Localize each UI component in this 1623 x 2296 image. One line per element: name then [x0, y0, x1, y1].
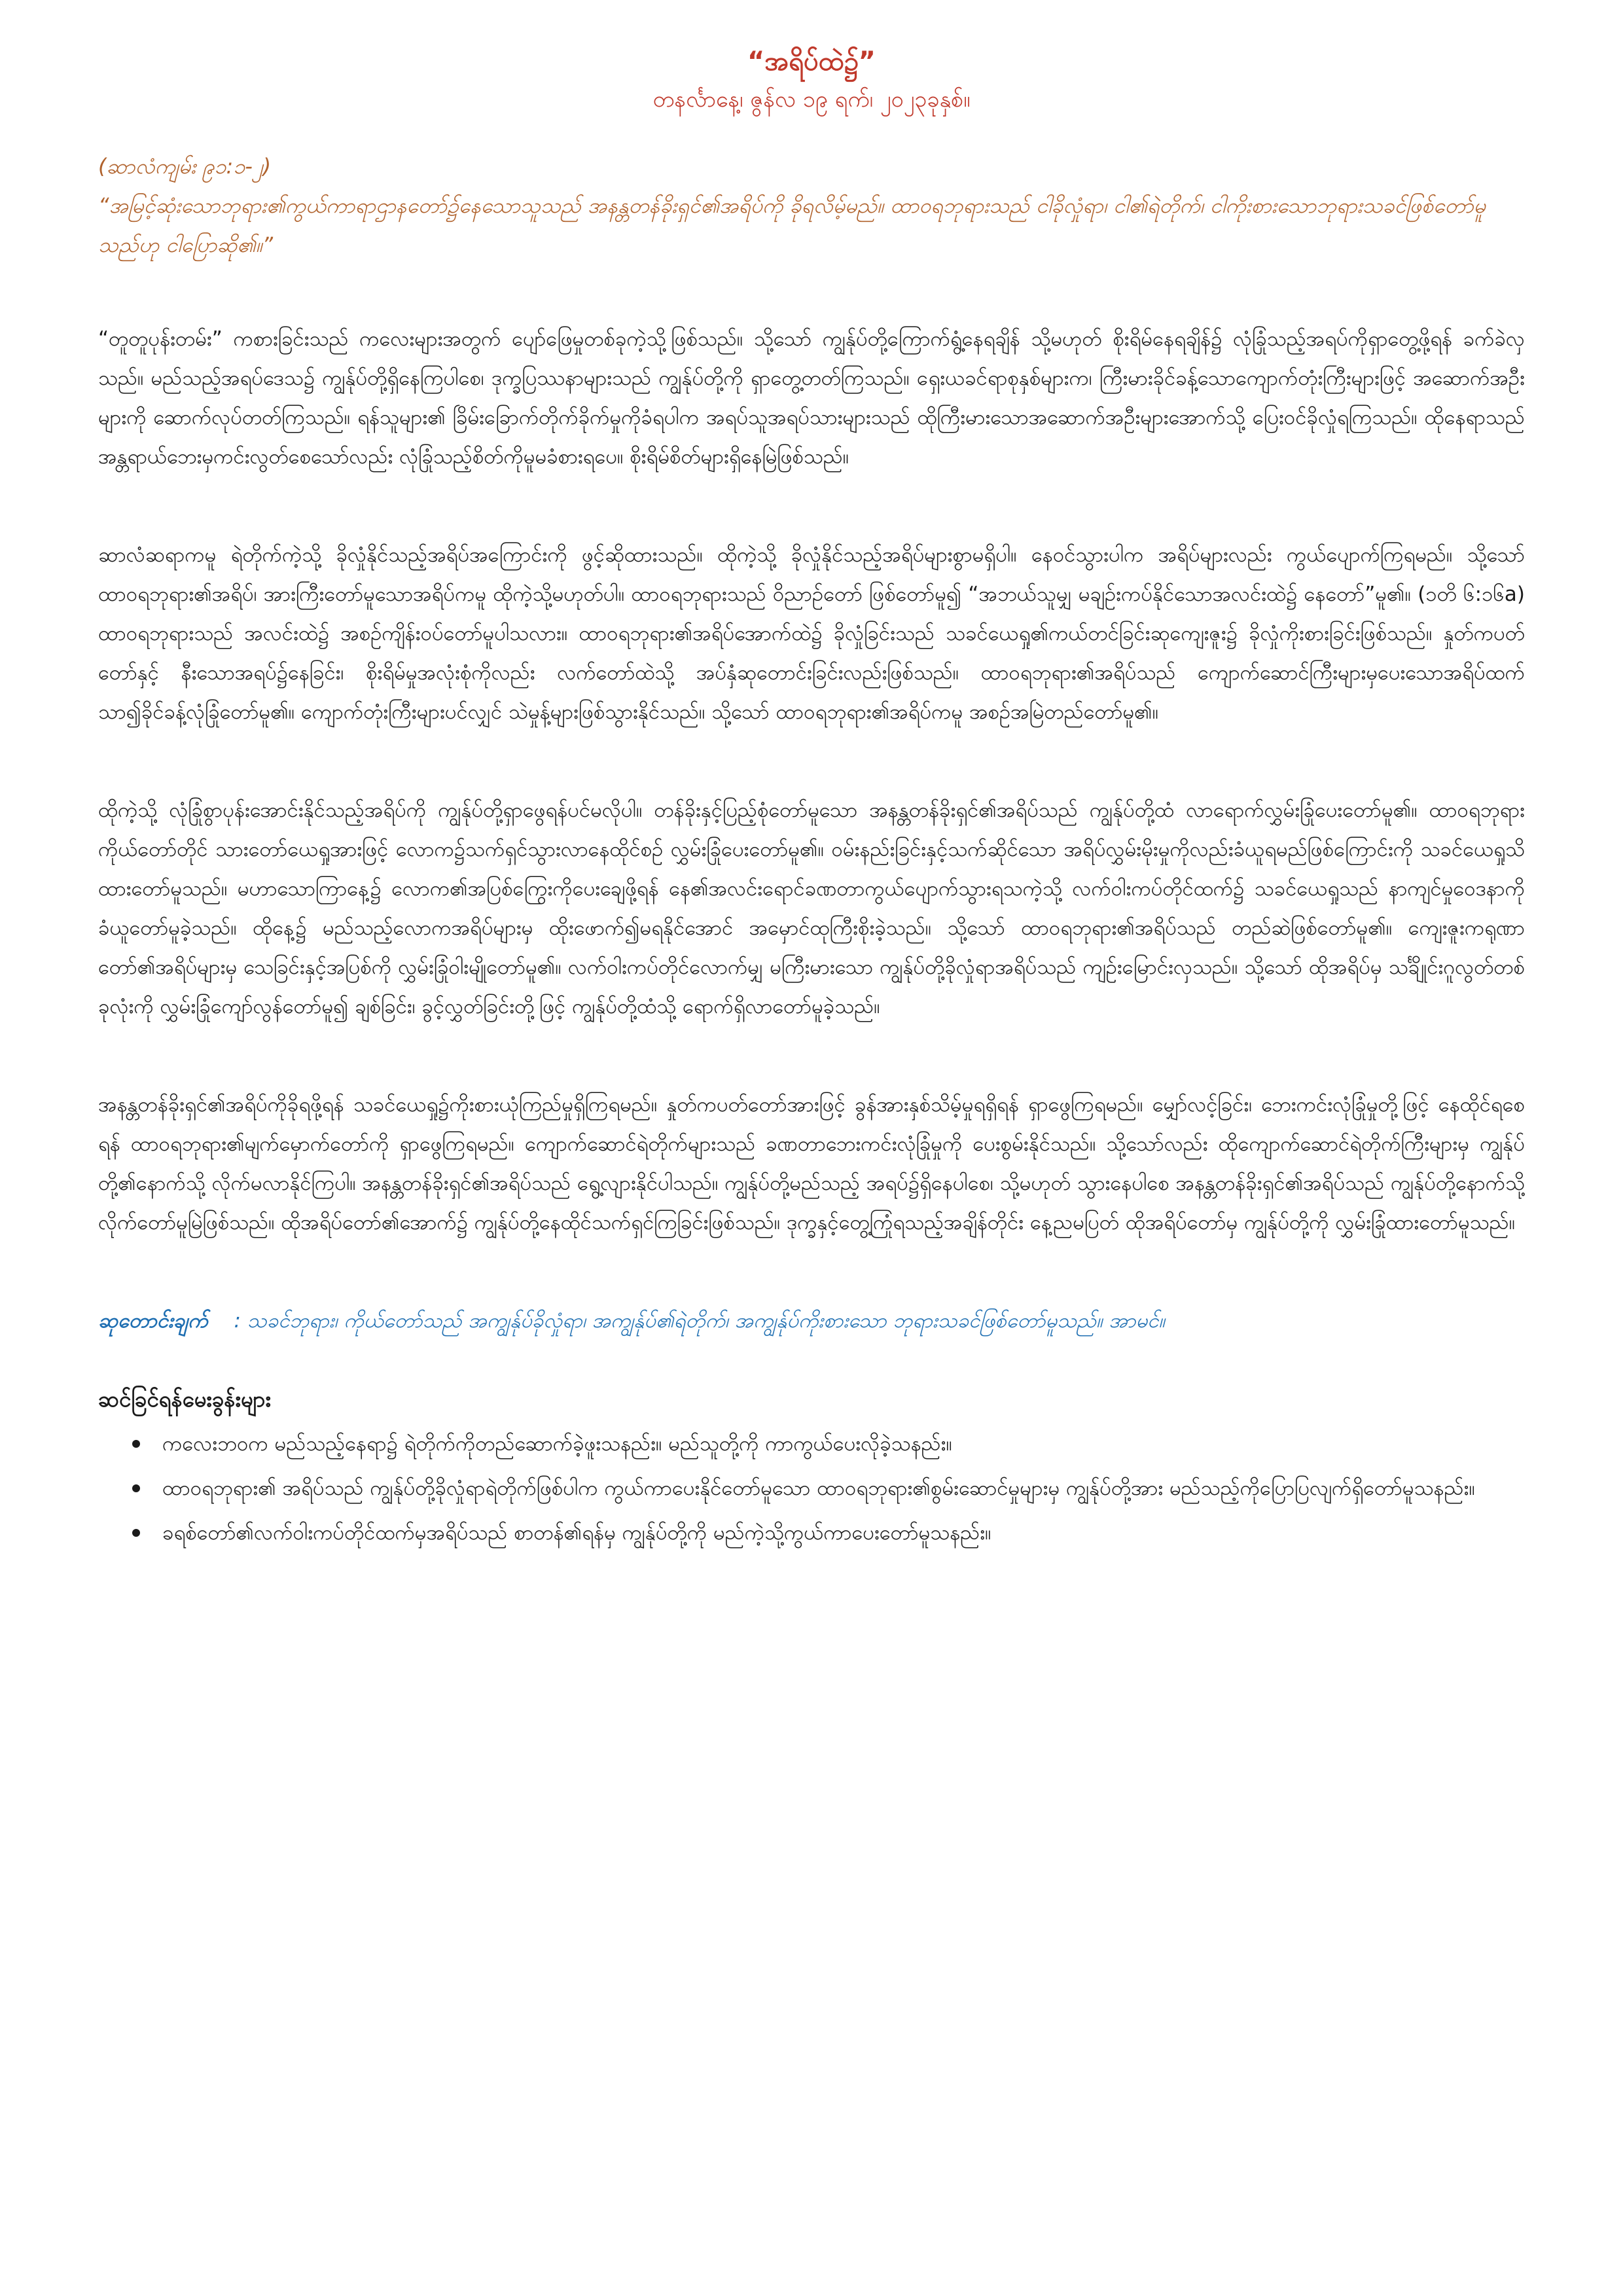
- question-item-2: [98, 1469, 1525, 1508]
- scripture-reference: (ဆာလံကျမ်း ၉၁:၁-၂): [98, 154, 272, 179]
- question-text: ခရစ်တော်၏လက်ဝါးကပ်တိုင်ထက်မှအရိပ်သည် စာတန်၏ရန်မှ ကျွန်ုပ်တို့ကို မည်ကဲ့သို့ကွယ်ကာပေးတော်မူသနည်း။: [162, 1521, 991, 1545]
- bullet-icon: [132, 1440, 140, 1448]
- prayer-text: : သခင်ဘုရား၊ ကိုယ်တော်သည် အကျွန်ုပ်ခိုလှုံရာ၊ အကျွန်ုပ်၏ရဲတိုက်၊ အကျွန်ုပ်ကိုးစားသော ဘုရားသခင်ဖြစ်တော်မူသည်။ အာမင်။: [234, 1309, 1165, 1333]
- body-paragraph-4: အနန္တတန်ခိုးရှင်၏အရိပ်ကိုခိုရဖို့ရန် သခင်ယေရှု၌ကိုးစားယုံကြည်မှုရှိကြရမည်။ နှုတ်ကပတ်တော်အားဖြင့် ခွန်အားနှစ်သိမ့်မှုရရှိရန် ရှာဖွေကြရမည်။ မျှော်လင့်ခြင်း၊ ဘေးကင်းလုံခြုံမှုတို့ဖြင့် နေထိုင်ရစေရန် ထာဝရဘုရား၏မျက်မှောက်တော်ကို ရှာဖွေကြရမည်။ ကျောက်ဆောင်ရဲတိုက်များသည် ခဏတာဘေးကင်းလုံခြုံမှုကို ပေးစွမ်းနိုင်သည်။ သို့သော်လည်း ထိုကျောက်ဆောင်ရဲတိုက်ကြီးများမှ ကျွန်ုပ်တို့၏နောက်သို့ လိုက်မလာနိုင်ကြပါ။ အနန္တတန်ခိုးရှင်၏အရိပ်သည် ရွေ့လျားနိုင်ပါသည်။ ကျွန်ုပ်တို့မည်သည့် အရပ်၌ရှိနေပါစေ၊ သို့မဟုတ် သွားနေပါစေ အနန္တတန်ခိုးရှင်၏အရိပ်သည် ကျွန်ုပ်တို့နောက်သို့ လိုက်တော်မူမြဲဖြစ်သည်။ ထိုအရိပ်တော်၏အောက်၌ ကျွန်ုပ်တို့နေထိုင်သက်ရှင်ကြခြင်းဖြစ်သည်။ ဒုက္ခနှင့်တွေ့ကြုံရသည့်အချိန်တိုင်း နေ့ညမပြတ် ထိုအရိပ်တော်မှ ကျွန်ုပ်တို့ကို လွှမ်းခြုံထားတော်မူသည်။: [98, 1093, 1525, 1234]
- question-text: ကလေးဘဝက မည်သည့်နေရာ၌ ရဲတိုက်ကိုတည်ဆောက်ခဲ့ဖူးသနည်း။ မည်သူတို့ကို ကာကွယ်ပေးလိုခဲ့သနည်း။: [162, 1432, 952, 1456]
- questions-heading: ဆင်ခြင်ရန်မေးခွန်းများ: [98, 1386, 271, 1412]
- question-item-1: [98, 1424, 1525, 1463]
- page-title: “အရိပ်ထဲ၌”: [747, 46, 876, 77]
- questions-list: [98, 1424, 1525, 1552]
- prayer-label: ဆုတောင်းချက်: [98, 1309, 208, 1333]
- question-item-3: [98, 1513, 1525, 1552]
- scripture-verse: “အမြင့်ဆုံးသောဘုရား၏ကွယ်ကာရာဌာနတော်၌နေသောသူသည် အနန္တတန်ခိုးရှင်၏အရိပ်ကို ခိုရလိမ့်မည်။ ထာဝရဘုရားသည် ငါခိုလှုံရာ၊ ငါ၏ရဲတိုက်၊ ငါကိုးစားသောဘုရားသခင်ဖြစ်တော်မူသည်ဟု ငါပြောဆို၏။”: [98, 193, 1486, 257]
- page-date: တနင်္လာနေ့၊ ဇွန်လ ၁၉ ရက်၊ ၂၀၂၃ခုနှစ်။: [652, 86, 971, 113]
- prayer-block: [98, 1301, 1525, 1340]
- question-text: ထာဝရဘုရား၏ အရိပ်သည် ကျွန်ုပ်တို့ခိုလှုံရာရဲတိုက်ဖြစ်ပါက ကွယ်ကာပေးနိုင်တော်မူသော ထာဝရဘုရား၏စွမ်းဆောင်မှုများမှ ကျွန်ုပ်တို့အား မည်သည့်ကိုပြောပြလျက်ရှိတော်မူသနည်း။: [162, 1477, 1475, 1500]
- bullet-icon: [132, 1484, 140, 1492]
- bullet-icon: [132, 1529, 140, 1537]
- body-paragraph-1: “တူတူပုန်းတမ်း” ကစားခြင်းသည် ကလေးများအတွက် ပျော်ဖြေမှုတစ်ခုကဲ့သို့ဖြစ်သည်။ သို့သော် ကျွန်ုပ်တို့ကြောက်ရွံ့နေရချိန် သို့မဟုတ် စိုးရိမ်နေရချိန်၌ လုံခြုံသည့်အရပ်ကိုရှာတွေ့ဖို့ရန် ခက်ခဲလှသည်။ မည်သည့်အရပ်ဒေသ၌ ကျွန်ုပ်တို့ရှိနေကြပါစေ၊ ဒုက္ခပြဿနာများသည် ကျွန်ုပ်တို့ကို ရှာတွေ့တတ်ကြသည်။ ရှေးယခင်ရာစုနှစ်များက၊ ကြီးမားခိုင်ခန့်သောကျောက်တုံးကြီးများဖြင့် အဆောက်အဦးများကို ဆောက်လုပ်တတ်ကြသည်။ ရန်သူများ၏ ခြိမ်းခြောက်တိုက်ခိုက်မှုကိုခံရပါက အရပ်သူအရပ်သားများသည် ထိုကြီးမားသောအဆောက်အဦးများအောက်သို့ ပြေးဝင်ခိုလှုံရကြသည်။ ထိုနေရာသည် အန္တရာယ်ဘေးမှကင်းလွတ်စေသော်လည်း လုံခြုံသည့်စိတ်ကိုမူမခံစားရပေ။ စိုးရိမ်စိတ်များရှိနေမြဲဖြစ်သည်။: [98, 327, 1525, 469]
- body-paragraph-2: ဆာလံဆရာကမူ ရဲတိုက်ကဲ့သို့ ခိုလှုံနိုင်သည့်အရိပ်အကြောင်းကို ဖွင့်ဆိုထားသည်။ ထိုကဲ့သို့ ခိုလှုံနိုင်သည့်အရိပ်များစွာမရှိပါ။ နေဝင်သွားပါက အရိပ်များလည်း ကွယ်ပျောက်ကြရမည်။ သို့သော် ထာဝရဘုရား၏အရိပ်၊ အားကြီးတော်မူသောအရိပ်ကမူ ထိုကဲ့သို့မဟုတ်ပါ။ ထာဝရဘုရားသည် ဝိညာဉ်တော် ဖြစ်တော်မူ၍ “အဘယ်သူမျှ မချဉ်းကပ်နိုင်သောအလင်းထဲ၌ နေတော်”မူ၏။ (၁တိ ၆:၁၆a) ထာဝရဘုရားသည် အလင်းထဲ၌ အစဉ်ကျိန်းဝပ်တော်မူပါသလား။ ထာဝရဘုရား၏အရိပ်အောက်ထဲ၌ ခိုလှုံခြင်းသည် သခင်ယေရှု၏ကယ်တင်ခြင်းဆုကျေးဇူး၌ ခိုလှုံကိုးစားခြင်းဖြစ်သည်။ နှုတ်ကပတ်တော်နှင့် နီးသောအရပ်၌နေခြင်း၊ စိုးရိမ်မှုအလုံးစုံကိုလည်း လက်တော်ထဲသို့ အပ်နှံဆုတောင်းခြင်းလည်းဖြစ်သည်။ ထာဝရဘုရား၏အရိပ်သည် ကျောက်ဆောင်ကြီးများမှပေးသောအရိပ်ထက် သာ၍ခိုင်ခန့်လုံခြုံတော်မူ၏။ ကျောက်တုံးကြီးများပင်လျှင် သဲမှုန့်များဖြစ်သွားနိုင်သည်။ သို့သော် ထာဝရဘုရား၏အရိပ်ကမူ အစဉ်အမြဲတည်တော်မူ၏။: [98, 543, 1525, 724]
- body-paragraph-3: ထိုကဲ့သို့ လုံခြုံစွာပုန်းအောင်းနိုင်သည့်အရိပ်ကို ကျွန်ုပ်တို့ရှာဖွေရန်ပင်မလိုပါ။ တန်ခိုးနှင့်ပြည့်စုံတော်မူသော အနန္တတန်ခိုးရှင်၏အရိပ်သည် ကျွန်ုပ်တို့ထံ လာရောက်လွှမ်းခြုံပေးတော်မူ၏။ ထာဝရဘုရားကိုယ်တော်တိုင် သားတော်ယေရှုအားဖြင့် လောက၌သက်ရှင်သွားလာနေထိုင်စဉ် လွှမ်းခြုံပေးတော်မူ၏။ ဝမ်းနည်းခြင်းနှင့်သက်ဆိုင်သော အရိပ်လွှမ်းမိုးမှုကိုလည်းခံယူရမည်ဖြစ်ကြောင်းကို သခင်ယေရှုသိထားတော်မူသည်။ မဟာသောကြာနေ့၌ လောက၏အပြစ်ကြွေးကိုပေးချေဖို့ရန် နေ၏အလင်းရောင်ခဏတာကွယ်ပျောက်သွားရသကဲ့သို့ လက်ဝါးကပ်တိုင်ထက်၌ သခင်ယေရှုသည် နာကျင်မှုဝေဒနာကိုခံယူတော်မူခဲ့သည်။ ထိုနေ့၌ မည်သည့်လောကအရိပ်များမှ ထိုးဖောက်၍မရနိုင်အောင် အမှောင်ထုကြီးစိုးခဲ့သည်။ သို့သော် ထာဝရဘုရား၏အရိပ်သည် တည်ဆဲဖြစ်တော်မူ၏။ ကျေးဇူးကရုဏာတော်၏အရိပ်များမှ သေခြင်းနှင့်အပြစ်ကို လွှမ်းခြုံဝါးမျိုတော်မူ၏။ လက်ဝါးကပ်တိုင်လောက်မျှ မကြီးမားသော ကျွန်ုပ်တို့ခိုလှုံရာအရိပ်သည် ကျဉ်းမြောင်းလှသည်။ သို့သော် ထိုအရိပ်မှ သင်္ချိုင်းဂူလွတ်တစ်ခုလုံးကို လွှမ်းခြုံကျော်လွန်တော်မူ၍ ချစ်ခြင်း၊ ခွင့်လွှတ်ခြင်းတို့ဖြင့် ကျွန်ုပ်တို့ထံသို့ ရောက်ရှိလာတော်မူခဲ့သည်။: [98, 798, 1525, 1018]
